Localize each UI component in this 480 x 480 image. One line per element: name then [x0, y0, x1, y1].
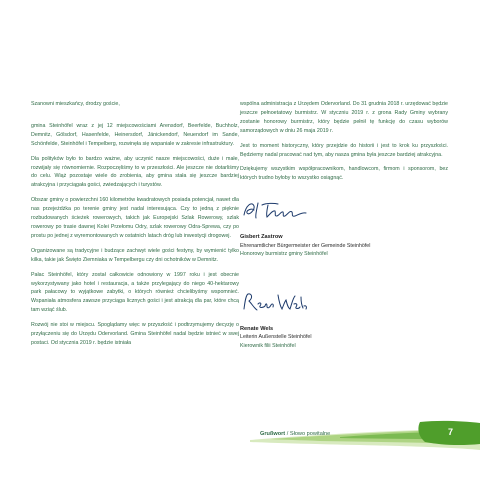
paragraph: Rozwój nie stoi w miejscu. Spoglądamy więc w przyszłość i podtrzymujemy decyzję o przyłączeniu się do Urzędu Odervorland. Gmina Steinhöfel nadal będzie istnieć w swej postaci. Od stycznia 2019 r. będzie istniała — [31, 322, 239, 346]
green-brush-stroke-decoration — [0, 420, 480, 460]
signature-block-zastrow — [240, 197, 448, 259]
signature-wels-image — [240, 289, 310, 315]
paragraph: Jest to moment historyczny, który przejdzie do historii i jest to krok ku przyszłości. Będziemy nadal pracować nad tym, aby nasza gmina była jeszcze bardziej atrakcyjna. — [240, 142, 448, 158]
paragraph: wspólna administracja z Urzędem Odervorland. Do 31 grudnia 2018 r. urzędować będzie jeszcze pełnoetatowy burmistrz. W styczniu 2019 r. z grona Rady Gminy wybrany zostanie honorowy burmistrz, który będzie pełnił tę funkcję do czasu wyborów samorządowych w dniu 26 maja 2019 r. — [240, 101, 448, 134]
signature-block-wels — [240, 289, 448, 351]
footer-label-german: Grußwort — [260, 431, 286, 437]
page-number: 7 — [448, 427, 454, 437]
signer-role-de: Leiterin Außenstelle Steinhöfel — [240, 334, 312, 341]
paragraph: gmina Steinhöfel wraz z jej 12 miejscowościami Arensdorf, Beerfelde, Buchholz, Demnitz, Gölsdorf, Hasenfelde, Heinersdorf, Jänickendorf, Neuendorf im Sande, Schönfelde, Steinhöfel i Tempelberg, rozwinęła się wspaniale w zakresie infrastruktury. — [31, 122, 239, 147]
signer-name: Renate Wels — [240, 325, 274, 332]
paragraph: Obszar gminy o powierzchni 160 kilometrów kwadratowych posiada potencjał, nawet dla nas przejeżdżka po terenie gminy jest nadal interesująca. Czy to jedną z pięknie rozbudowanych ścieżek rowerowych, takich jak Europejski Szlak Rowerowy, szlak rowerowy po trasie dawnej Kolei Przełomu Odry, szlak rowerowy Odra-Sprewa, czy po prostu po jednej z wyremontowanych w ostatnich latach dróg lub inwestycji drogowej. — [31, 197, 239, 239]
paragraph: Dziękujemy wszystkim współpracownikom, handlowcom, firmom i sponsorom, bez których trudno byłoby to wszystko osiągnąć. — [240, 166, 448, 182]
footer-label-separator: / — [285, 431, 290, 437]
signature-zastrow-image — [240, 197, 320, 223]
paragraph: Pałac Steinhöfel, który został całkowicie odnowiony w 1997 roku i jest obecnie wykorzystywany jako hotel i restauracja, a także przylegający do niego 40-hektarowy park pałacowy to wyjątkowe zabytki, o których również chcielibyśmy wspomnieć. Wspaniała atmosfera zawsze przyciąga licznych gości i jest atrakcją dla par, które chcą tam wziąć ślub. — [31, 271, 239, 314]
paragraph: Organizowane są tradycyjne i budzące zachwyt wiele gości festyny, by wymienić tylko kilka, takie jak Święto Ziemniaka w Tempelbergu czy dni ochotników w Demnitz. — [31, 247, 239, 263]
left-column — [31, 100, 239, 354]
greeting: Szanowni mieszkańcy, drodzy goście, — [31, 101, 120, 107]
signer-role-de: Ehrenamtlicher Bürgermeister der Gemeinde Steinhöfel — [240, 242, 371, 249]
right-column — [240, 100, 448, 380]
footer-label-polish: Słowo powitalne — [289, 431, 331, 437]
signer-role-pl: Kierownik filii Steinhöfel — [240, 342, 296, 349]
paragraph: Dla polityków było to bardzo ważne, aby uczynić nasze miejscowości, duże i małe, rozwijały się równomiernie. Rozpoczęliśmy to w przeszłości. Ale jeszcze nie dotarliśmy do celu. Wiąż pozostaje wiele do zrobienia, aby gmina stała się jeszcze bardziej atrakcyjna i przyciągała gości, zwiedzających i turystów. — [31, 155, 239, 189]
page-footer — [0, 420, 480, 460]
footer-section-label — [260, 431, 330, 437]
signer-name: Gisbert Zastrow — [240, 234, 283, 241]
signer-role-pl: Honorowy burmistrz gminy Steinhöfel — [240, 251, 328, 258]
